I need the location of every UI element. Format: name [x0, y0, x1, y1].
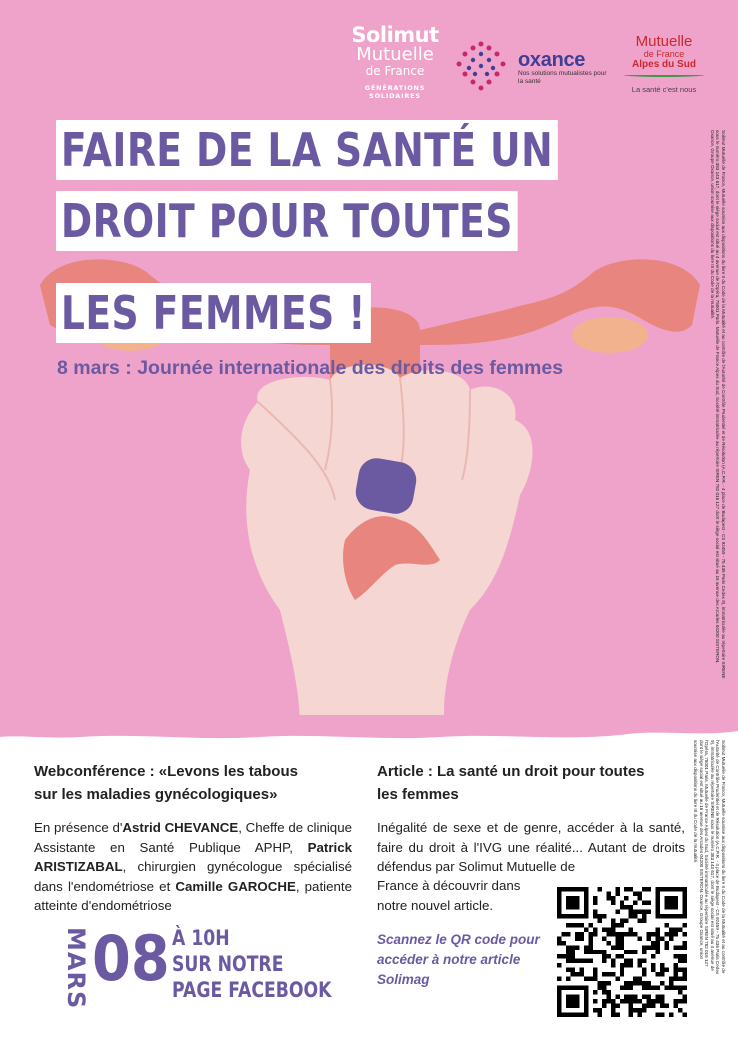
speaker-patrick: Patrick ARISTIZABAL	[34, 839, 352, 874]
mutuelle-alpes-tagline: La santé c'est nous	[631, 85, 697, 94]
solimut-logo-line3: de France	[365, 64, 425, 78]
event-when-line1: À 10H	[172, 926, 230, 950]
legal-side-text-bottom	[693, 740, 726, 975]
torn-edge	[0, 715, 738, 745]
article-description-tail	[377, 876, 552, 915]
event-when-line3: PAGE FACEBOOK	[172, 978, 332, 1002]
article-description	[377, 818, 685, 877]
oxance-name: oxance	[518, 49, 586, 71]
event-day: 08	[92, 922, 170, 995]
legal-side-text-content: Solimut Mutuelle de France, Mutuelle soumise aux dispositions du livre II du Code de la Mutualité et au contrôle de l'Autorité de Contrôle Prudentiel et de Résolution (A.C.P.R. - 4 place de Budapest - CS 92459 - 75 436 Paris Cedex 9), immatriculée au répertoire SIRENE sous le numéro 383 143 617, dont le siège social est situé au 4 avenue de l'Opéra, 75001 Paris. Mutuelle de France Alpes du Sud, Société immatriculée au répertoire SIREN 782 016 127 dont le siège social est situé au 16 avenue des Arcades 04200 SISTERON. Oxance, Groupe Oxance, union soumise aux dispositions du livre III du Code de la mutualité.	[709, 130, 726, 679]
solimut-logo-line1: Solimut	[351, 23, 439, 47]
fist	[241, 365, 532, 728]
event-when	[172, 925, 332, 1003]
headline-line3: LES FEMMES !	[56, 283, 371, 343]
article-body-part2: France à découvrir dans	[377, 878, 521, 893]
article-title-line1: Article : La santé un droit pour toutes	[377, 763, 645, 780]
subtitle: 8 mars : Journée internationale des droits des femmes	[57, 357, 564, 379]
mutuelle-alpes-logo	[618, 34, 710, 94]
event-when-line2: SUR NOTRE	[172, 952, 284, 976]
mutuelle-alpes-line1: Mutuelle	[635, 33, 693, 50]
mutuelle-alpes-swoosh	[624, 73, 704, 77]
webconf-title	[34, 760, 354, 806]
speaker-camille-role: , patiente atteinte d'endométriose	[34, 878, 352, 913]
solimut-logo-line2: Mutuelle	[356, 44, 434, 65]
mutuelle-alpes-line2: de France	[643, 49, 685, 59]
speaker-camille: Camille GAROCHE	[175, 878, 296, 894]
article-body-part1: Inégalité de sexe et de genre, accéder à la santé, faire du droit à l'IVG une réalité... Autant de droits défendus par Solimut Mutuelle de	[377, 820, 685, 874]
qr-cta-line1: Scannez le QR code pour	[377, 932, 540, 947]
legal-side-text	[700, 130, 726, 680]
legal-side-text-bottom-content: Solimut Mutuelle de France, Mutuelle soumise aux dispositions du livre II du Code de la Mutualité et au contrôle de l'Autorité de Contrôle Prudentiel et de Résolution (A.C.P.R. - 4 place de Budapest - CS 92459 - 75 436 Paris Cedex 9), immatriculée au répertoire SIRENE sous le numéro 383 143 617, dont le siège social est situé au 4 avenue de l'Opéra, 75001 Paris. Mutuelle de France Alpes du Sud, Société immatriculée au répertoire SIREN 782 016 127 dont le siège social est situé au 16 avenue des Arcades 04200 SISTERON. Oxance, Groupe Oxance, union soumise aux dispositions du livre III du Code de la mutualité.	[693, 740, 726, 975]
partner-logos	[340, 24, 710, 104]
webconf-title-line1: Webconférence : «Levons les tabous	[34, 763, 298, 780]
article-title-line2: les femmes	[377, 786, 459, 803]
article-body-part3: notre nouvel article.	[377, 897, 494, 913]
speaker-astrid: Astrid CHEVANCE	[122, 820, 239, 835]
qr-code[interactable]	[557, 887, 687, 1017]
oxance-logo	[518, 50, 610, 86]
headline-line1: FAIRE DE LA SANTÉ UN	[56, 120, 558, 180]
event-month	[56, 927, 90, 1010]
speaker-patrick-role: , chirurgien gynécologue spécialisé dans l'endométriose et	[34, 859, 352, 894]
webconf-intro: En présence d'	[34, 820, 123, 835]
mutuelle-alpes-line3: Alpes du Sud	[632, 59, 696, 70]
qr-cta-line3: Solimag	[377, 972, 430, 987]
webconf-title-line2: sur les maladies gynécologiques»	[34, 786, 278, 803]
solimut-tagline: GÉNÉRATIONS SOLIDAIRES	[364, 84, 426, 100]
qr-cta-line2: accéder à notre article	[377, 952, 521, 967]
event-date-block	[56, 922, 346, 1010]
event-month-text: MARS	[62, 927, 90, 1010]
oxance-dots-icon	[453, 40, 509, 92]
solimut-logo	[340, 24, 450, 100]
speaker-astrid-role: , Cheffe de clinique Assistante en Santé Publique APHP,	[34, 820, 352, 855]
article-title	[377, 760, 697, 806]
webconf-description	[34, 818, 352, 916]
headline-line2: DROIT POUR TOUTES	[56, 191, 518, 251]
qr-call-to-action	[377, 930, 557, 990]
oxance-tagline: Nos solutions mutualistes pour la santé	[518, 70, 607, 85]
